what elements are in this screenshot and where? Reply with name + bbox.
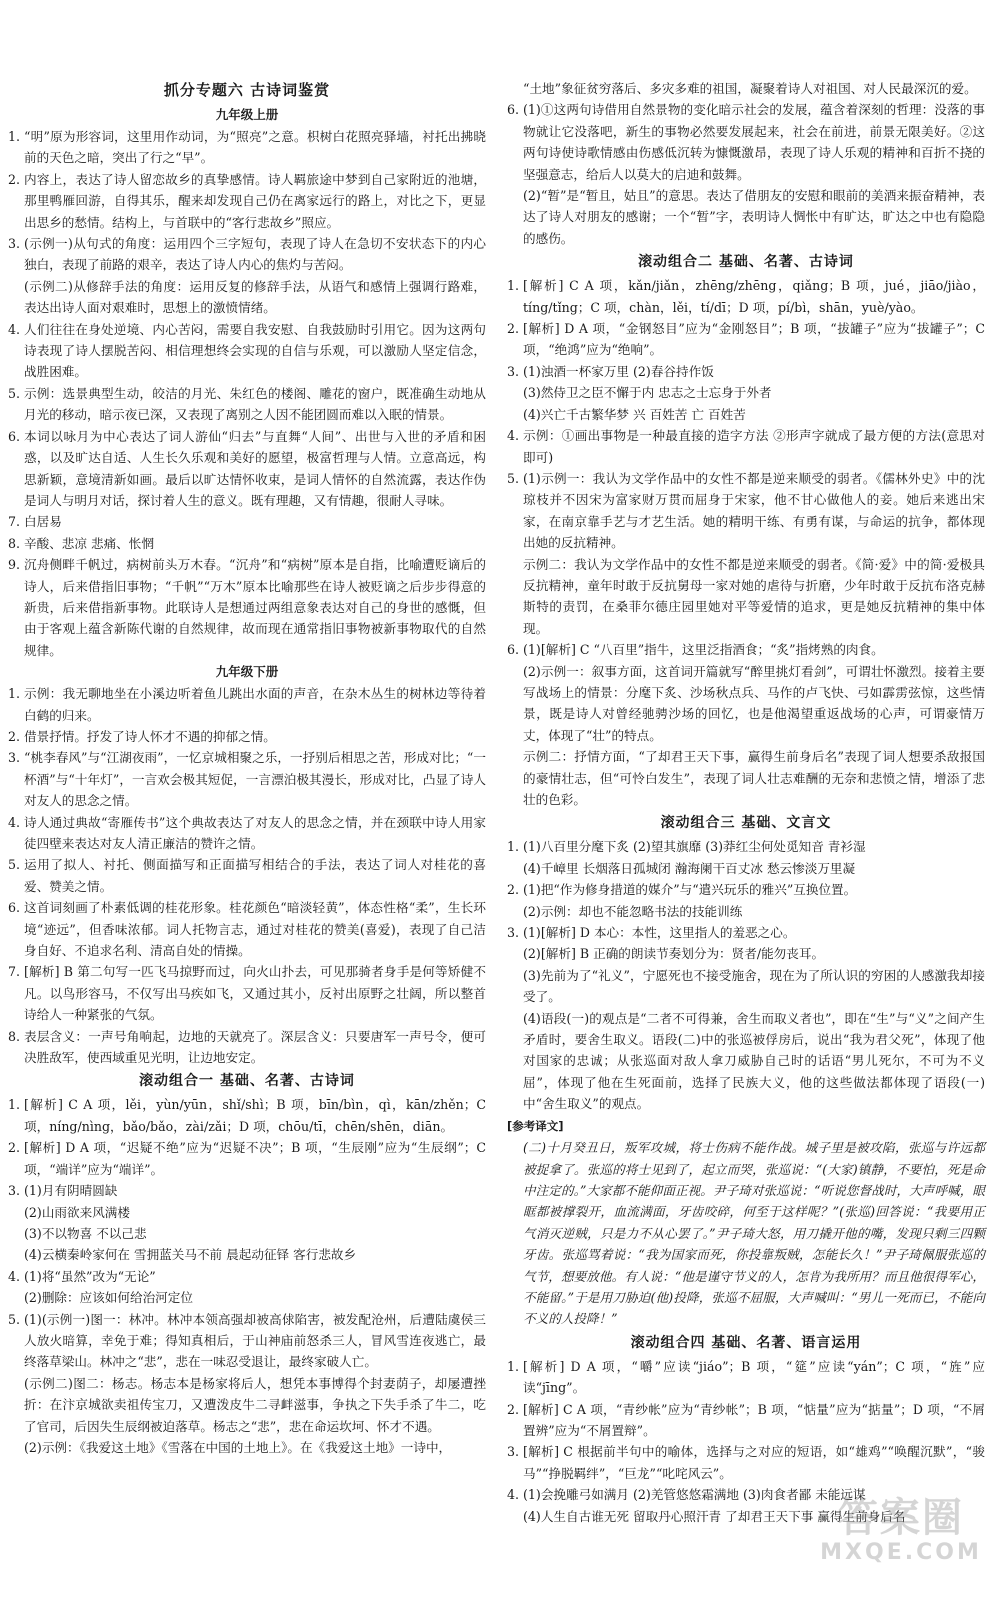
answer-item bbox=[8, 854, 486, 897]
answers-combo1 bbox=[8, 1094, 486, 1458]
answer-text: (2)[解析] B 正确的朗读节奏划分为：贤者/能勿丧耳。 bbox=[523, 946, 825, 962]
answer-number: 5. bbox=[507, 470, 520, 486]
answer-text: (2)示例：《我爱这土地》《雪落在中国的土地上》。在《我爱这土地》一诗中， bbox=[24, 1439, 452, 1455]
answer-item bbox=[8, 1287, 486, 1308]
answer-text: [解析] C A 项，kǎn/jiǎn，zhēng/zhēng，qiǎng；B 项，jué，jiāo/jiào，tíng/tǐng；C 项，chàn，lěi，tí/dī；D 项，pí/bì，shān，yuè/yào。 bbox=[523, 278, 985, 315]
answer-text: (2)“暂”是“暂且，姑且”的意思。表达了借朋友的安慰和眼前的美酒来振奋精神，表达了诗人对朋友的感谢；一个“暂”字，表明诗人惆怅中有旷达，旷达之中也有隐隐的感伤。 bbox=[523, 188, 985, 246]
answer-number bbox=[8, 1373, 24, 1437]
answer-number: 3. bbox=[8, 1183, 21, 1199]
answer-number bbox=[507, 858, 523, 879]
watermark-url: MXQE.COM bbox=[820, 1540, 982, 1565]
answer-text: (4)兴亡千古繁华梦 兴 百姓苦 亡 百姓苦 bbox=[523, 406, 746, 422]
answer-item bbox=[507, 275, 985, 318]
answer-number: 1. bbox=[8, 686, 21, 702]
answer-item bbox=[8, 233, 486, 276]
answer-text: 这首词刻画了朴素低调的桂花形象。桂花颜色“暗淡轻黄”，体态性格“柔”，生长环境“迹远”，但香味浓郁。词人托物言志，通过对桂花的赞美(喜爱)，表现了自己洁身自好、不追求名利、清高自处的情操。 bbox=[24, 900, 486, 959]
answer-number bbox=[8, 1437, 24, 1458]
answer-text: [解析] D A 项，“金钢怒目”应为“金刚怒目”；B 项，“拔罐子”应为“拔罐子”；C 项，“绝鸿”应为“绝响”。 bbox=[523, 321, 985, 358]
grade-heading-lower: 九年级下册 bbox=[215, 664, 279, 680]
answer-number: 6. bbox=[507, 102, 520, 118]
answer-number: 1. bbox=[8, 129, 21, 144]
answer-text: [解析] B 第二句写一匹飞马掠野而过，向火山扑去，可见那骑者身手是何等矫健不凡。以鸟形容马，不仅写出马疾如飞，又通过其小，反衬出原野之壮阔，所以整首诗给人一种紧张的气氛。 bbox=[24, 964, 486, 1023]
answer-text: 示例：我无聊地坐在小溪边听着鱼儿跳出水面的声音，在杂木丛生的树林边等待着白鹤的归来。 bbox=[24, 686, 486, 723]
answer-text: [解析] D A 项，“迟疑不绝”应为“迟疑不决”；B 项，“生辰刚”应为“生辰纲”；C 项，“端详”应为“端详”。 bbox=[24, 1140, 486, 1177]
answer-number: 3. bbox=[8, 236, 21, 252]
answer-number bbox=[507, 554, 523, 640]
answer-text: 辛酸、悲凉 悲痛、怅惘 bbox=[24, 535, 154, 551]
answer-text: [解析] C A 项，lěi，yùn/yūn，shǐ/shì；B 项，bīn/bìn，qì，kān/zhěn；C 项，níng/nìng，bǎo/bǎo，zài/zǎi；D 项，chōu/tī，chēn/shēn，diān。 bbox=[24, 1097, 486, 1134]
reference-translation-text: (二)十月癸丑日，叛军攻城，将士伤病不能作战。城子里是被攻陷，张巡与许远都被捉拿了。张巡的将士见到了，起立而哭，张巡说：“(大家)镇静，不要怕，死是命中注定的。”大家都不能仰面正视。尹子琦对张巡说：“听说您督战时，大声呼喊，眼眶都被撑裂开，血流满面，牙齿咬碎，何至于这样呢？”(张巡)回答说：“我要用正气消灭逆贼，只是力不从心罢了。”尹子琦大怒，用刀撬开他的嘴，发现只剩三四颗牙齿。张巡骂着说：“我为国家而死，你投靠叛贼，怎能长久！”尹子琦佩服张巡的气节，想要放他。有人说：“他是谨守节义的人，怎肯为我所用？而且他很得军心，不能留。”于是用刀胁迫(他)投降，张巡不屈服，大声喊叫：“男儿一死而已，不能向不义的人投降！” bbox=[523, 1140, 985, 1327]
answer-number: 4. bbox=[8, 321, 21, 337]
answer-item bbox=[8, 169, 486, 233]
answer-item bbox=[507, 639, 985, 660]
answer-text: (2)删除：应该如何给治河定位 bbox=[24, 1290, 193, 1306]
answer-item bbox=[8, 1309, 486, 1373]
answer-number: 4. bbox=[8, 1268, 21, 1284]
answer-number: 2. bbox=[8, 171, 21, 187]
answer-number: 6. bbox=[507, 642, 520, 658]
answer-number bbox=[507, 382, 523, 403]
answer-text: 白居易 bbox=[24, 514, 62, 530]
answer-number: 2. bbox=[507, 321, 520, 337]
answer-text: 表层含义：一声号角响起，边地的天就亮了。深层含义：只要唐军一声号令，便可决胜敌军，使西域重见光明，让边地安定。 bbox=[24, 1028, 486, 1066]
answer-text: (2)示例一：叙事方面，这首词开篇就写“醉里挑灯看剑”，可谓壮怀激烈。接着主要写战场上的情景：分麾下炙、沙场秋点兵、马作的卢飞快、弓如霹雳弦惊，这些情景，既是诗人对曾经驰骋沙场的回忆，也是他渴望重返战场的心声，可谓豪情万丈，体现了“壮”的特点。 bbox=[523, 663, 985, 743]
answer-item bbox=[8, 812, 486, 855]
answer-number: 5. bbox=[8, 385, 21, 401]
answer-text: (4)云横秦岭家何在 雪拥蓝关马不前 晨起动征铎 客行悲故乡 bbox=[24, 1247, 357, 1263]
answer-number: 3. bbox=[8, 750, 21, 766]
answer-text: “桃李春风”与“江湖夜雨”，一忆京城相聚之乐，一抒别后相思之苦，形成对比；“一杯酒”与“十年灯”，一言欢会极其短促，一言漂泊极其漫长，形成对比，凸显了诗人对友人的思念之情。 bbox=[24, 750, 486, 809]
answer-text: (1)示例一：我认为文学作品中的女性不都是逆来顺受的弱者。《儒林外史》中的沈琼枝并不因宋为富家财万贯而屈身于宋家，他不甘心做他人的妾。她后来逃出宋家，在南京靠手艺与才艺生活。她的精明干练、有勇有谋，与命运的抗争，都体现出她的反抗精神。 bbox=[523, 470, 985, 551]
answers-combo2 bbox=[507, 275, 985, 810]
answer-text: 诗人通过典故“寄雁传书”这个典故表达了对友人的思念之情，并在颈联中诗人用家徒四壁来表达对友人清正廉洁的赞许之情。 bbox=[24, 814, 486, 851]
section-title: 抓分专题六 古诗词鉴赏 bbox=[163, 81, 331, 99]
answer-text: (4)人生自古谁无死 留取丹心照汗青 了却君王天下事 赢得生前身后名 bbox=[523, 1508, 906, 1524]
answer-item bbox=[8, 383, 486, 426]
answer-number bbox=[507, 965, 523, 1008]
answer-number: 2. bbox=[8, 1140, 21, 1156]
section-heading-combo1: 滚动组合一 基础、名著、古诗词 bbox=[139, 1073, 355, 1090]
answer-item bbox=[8, 1437, 486, 1458]
answer-text: [解析] D A 项，“嚼”应读“jiáo”；B 项，“筵”应读“yán”；C 项，“旌”应读“jīng”。 bbox=[523, 1358, 985, 1396]
answer-text: (1)八百里分麾下炙 (2)望其旗靡 (3)莽红尘何处觅知音 青衫湿 bbox=[523, 839, 866, 855]
answer-item bbox=[8, 1180, 486, 1201]
answer-number bbox=[8, 1287, 24, 1308]
answer-text: “明”原为形容词，这里用作动词，为“照亮”之意。枳树白花照亮驿墙，衬托出拂晓前的天色之暗，突出了行之“早”。 bbox=[24, 129, 486, 166]
answer-item bbox=[8, 1223, 486, 1244]
answer-item bbox=[8, 276, 486, 319]
answer-number: 9. bbox=[8, 557, 21, 573]
answer-number: 3. bbox=[507, 925, 520, 941]
answer-item bbox=[507, 185, 985, 249]
answer-item bbox=[507, 1356, 985, 1399]
answer-number: 7. bbox=[8, 514, 21, 530]
answer-text: [解析] C A 项，“青纱帐”应为“青纱帐”；B 项，“惦量”应为“掂量”；D 项，“不屑置辨”应为“不屑置辩”。 bbox=[523, 1401, 985, 1438]
answer-item bbox=[507, 1008, 985, 1115]
answer-number: 5. bbox=[8, 1311, 21, 1327]
answer-text: (1)[解析] C “八百里”指牛，这里泛指酒食；“炙”指烤熟的肉食。 bbox=[523, 642, 884, 658]
answer-number bbox=[507, 185, 523, 249]
section-heading-combo2: 滚动组合二 基础、名著、古诗词 bbox=[638, 254, 854, 271]
answer-number bbox=[507, 901, 523, 922]
answer-item bbox=[507, 554, 985, 640]
answer-text: (3)不以物喜 不以己悲 bbox=[24, 1225, 147, 1241]
continued-paragraph: “土地”象征贫穷落后、多灾多难的祖国，凝聚着诗人对祖国、对人民最深沉的爱。 bbox=[523, 81, 977, 96]
answer-text: (2)山雨欲来风满楼 bbox=[24, 1204, 130, 1220]
answer-item bbox=[8, 1202, 486, 1223]
answer-item bbox=[507, 404, 985, 425]
answer-number bbox=[8, 276, 24, 319]
answer-number: 3. bbox=[507, 1444, 520, 1460]
answer-number bbox=[507, 943, 523, 964]
answer-item bbox=[8, 426, 486, 512]
answer-number: 1. bbox=[8, 1097, 21, 1113]
answer-item bbox=[507, 361, 985, 382]
answer-text: 本词以咏月为中心表达了词人游仙“归去”与直舞“人间”、出世与入世的矛盾和困惑，以及旷达自适、人生长久乐观和美好的愿望，极富哲理与人情。立意高远，构思新颖，意境清新如画。最后以旷达情怀收束，是词人情怀的自然流露，表达作伪是词人与明月对话，探讨着人生的意义。既有理趣，又有情趣，很耐人寻味。 bbox=[24, 428, 486, 508]
answer-item bbox=[507, 468, 985, 554]
answer-number: 2. bbox=[507, 882, 520, 898]
answer-number: 3. bbox=[507, 363, 520, 379]
answer-item bbox=[507, 1399, 985, 1442]
answer-text: [解析] C 根据前半句中的喻体，选择与之对应的短语，如“雄鸡”“唤醒沉默”，“骏马”“挣脱羁绊”，“巨龙”“叱咤风云”。 bbox=[523, 1444, 985, 1481]
answer-text: (1)会挽雕弓如满月 (2)羌管悠悠霜满地 (3)肉食者鄙 未能远谋 bbox=[523, 1487, 866, 1503]
answer-text: (示例二)从修辞手法的角度：运用反复的修辞手法，从语气和感情上强调行路难，表达出诗人面对艰难时，思想上的激愤情绪。 bbox=[24, 278, 486, 316]
answer-number: 4. bbox=[507, 428, 520, 444]
answer-item bbox=[8, 1266, 486, 1287]
answer-item bbox=[8, 511, 486, 532]
answer-item bbox=[507, 746, 985, 810]
answer-item bbox=[507, 318, 985, 361]
answer-text: (1)把“作为修身措道的媒介”与“遣兴玩乐的雅兴”互换位置。 bbox=[523, 882, 857, 898]
answer-item bbox=[507, 836, 985, 857]
answer-number: 4. bbox=[507, 1487, 520, 1503]
watermark-text: 答案圈 bbox=[838, 1495, 964, 1541]
answer-number: 6. bbox=[8, 900, 21, 916]
answer-number: 5. bbox=[8, 857, 21, 873]
answer-text: 运用了拟人、衬托、侧面描写和正面描写相结合的手法，表达了词人对桂花的喜爱、赞美之情。 bbox=[24, 857, 486, 894]
answer-item bbox=[507, 99, 985, 185]
left-column bbox=[8, 78, 486, 1458]
answer-item bbox=[507, 858, 985, 879]
answer-text: (1)浊酒一杯家万里 (2)春谷持作饭 bbox=[523, 363, 714, 379]
answer-number bbox=[8, 1202, 24, 1223]
answer-text: 示例：①画出事物是一种最直接的造字方法 ②形声字就成了最方便的方法(意思对即可) bbox=[523, 428, 985, 465]
answer-item bbox=[8, 1137, 486, 1180]
answer-text: (1)月有阴晴圆缺 bbox=[24, 1183, 118, 1199]
answer-text: 示例二：抒情方面，“了却君王天下事，赢得生前身后名”表现了词人想要杀敌报国的豪情壮志，但“可怜白发生”，表现了词人壮志难酬的无奈和悲愤之情，增添了悲壮的色彩。 bbox=[523, 749, 985, 807]
answer-text: (4)语段(一)的观点是“二者不可得兼，舍生而取义者也”，即在“生”与“义”之间产生矛盾时，要舍生取义。语段(二)中的张巡被俘房后，说出“我为君父死”，体现了他对国家的忠诚；从张巡面对敌人拿刀威胁自己时的话语“男儿死尔，不可为不义屈”，体现了他在生死面前，选择了民族大义，他的这些做法都体现了语段(一)中“舍生取义”的观点。 bbox=[523, 1010, 985, 1112]
answer-text: 借景抒情。抒发了诗人怀才不遇的抑郁之情。 bbox=[24, 728, 276, 744]
answer-number: 4. bbox=[8, 814, 21, 830]
answer-item bbox=[507, 661, 985, 747]
answer-item bbox=[8, 961, 486, 1025]
answer-number: 6. bbox=[8, 428, 21, 444]
answer-item bbox=[8, 319, 486, 383]
answers-grade9-lower bbox=[8, 683, 486, 1068]
answer-number bbox=[8, 1244, 24, 1265]
answer-number bbox=[507, 1506, 523, 1527]
answer-item bbox=[507, 879, 985, 900]
answer-text: (示例一)从句式的角度：运用四个三字短句，表现了诗人在急切不安状态下的内心独白，表现了前路的艰辛，表达了诗人内心的焦灼与苦闷。 bbox=[24, 236, 486, 273]
grade-heading-upper: 九年级上册 bbox=[215, 107, 279, 122]
answer-number: 1. bbox=[507, 1358, 520, 1374]
answer-text: (3)先前为了“礼义”，宁愿死也不接受施舍，现在为了所认识的穷困的人感激我却接受了。 bbox=[523, 967, 985, 1005]
answer-text: 示例二：我认为文学作品中的女性不都是逆来顺受的弱者。《简·爱》中的简·爱极具反抗精神，童年时敢于反抗舅母一家对她的虐待与折磨，少年时敢于反抗布洛克赫斯特的责罚，在桑菲尔德庄园里她对平等爱情的追求，更是她反抗精神的集中体现。 bbox=[523, 556, 985, 636]
answer-text: 人们往往在身处逆境、内心苦闷，需要自我安慰、自我鼓励时引用它。因为这两句诗表现了诗人摆脱苦闷、相信理想终会实现的自信与乐观，可以激励人坚定信念，战胜困难。 bbox=[24, 321, 486, 380]
answer-number: 1. bbox=[507, 839, 520, 855]
answer-item bbox=[507, 965, 985, 1008]
answer-number: 2. bbox=[507, 1401, 520, 1417]
answer-number bbox=[507, 661, 523, 747]
watermark-logo bbox=[816, 1496, 986, 1574]
answer-item bbox=[507, 1441, 985, 1484]
answer-item bbox=[507, 943, 985, 964]
answer-text: (1)(示例一)图一：林冲。林冲本领高强却被高俅陷害，被发配沧州，后遭陆虞侯三人放火暗算，幸免于难；得知真相后，于山神庙前怒杀三人，冒风雪连夜逃亡，最终落草梁山。林冲之“悲”，悲在一味忍受退让，最终家破人亡。 bbox=[24, 1311, 486, 1370]
answer-item bbox=[8, 533, 486, 554]
answer-item bbox=[8, 747, 486, 811]
answer-number bbox=[507, 746, 523, 810]
answer-text: (1)[解析] D 本心：本性，这里指人的羞恶之心。 bbox=[523, 925, 796, 941]
answer-item bbox=[8, 1244, 486, 1265]
answer-item bbox=[507, 901, 985, 922]
answer-text: (1)①这两句诗借用自然景物的变化暗示社会的发展，蕴含着深刻的哲理：没落的事物就让它没落吧，新生的事物必然要发展起来，社会在前进，前景无限美好。②这两句诗使诗歌情感由伤感低沉转为慷慨激昂，表现了诗人乐观的精神和百折不挠的坚强意志，给后人以莫大的启迪和鼓舞。 bbox=[523, 102, 985, 182]
answer-text: 内容上，表达了诗人留恋故乡的真挚感情。诗人羁旅途中梦到自己家附近的池塘，那里鸭雁回游，自得其乐，醒来却发现自己仍在离家远行的路上，对比之下，更显出思乡的愁情。结构上，与首联中的“客行悲故乡”照应。 bbox=[24, 171, 486, 230]
answer-number: 2. bbox=[8, 728, 21, 744]
answer-number bbox=[8, 1223, 24, 1244]
answer-number bbox=[507, 1008, 523, 1115]
answer-text: (示例二)图二：杨志。杨志本是杨家将后人，想凭本事博得个封妻荫子，却屡遭挫折：在汴京城欲卖祖传宝刀，又遭泼皮牛二寻衅滋事，争执之下失手杀了牛二，吃了官司，后因失生辰纲被迫落草。杨志之“悲”，悲在命运坎坷、怀才不遇。 bbox=[24, 1375, 486, 1434]
right-column bbox=[507, 78, 985, 1527]
answer-number: 8. bbox=[8, 1028, 21, 1044]
answer-number: 1. bbox=[507, 278, 520, 294]
answers-combo1-cont bbox=[507, 99, 985, 249]
section-heading-combo4: 滚动组合四 基础、名著、语言运用 bbox=[630, 1334, 862, 1351]
answer-item bbox=[8, 897, 486, 961]
answer-number bbox=[507, 404, 523, 425]
answer-text: (3)然侍卫之臣不懈于内 忠志之士忘身于外者 bbox=[523, 385, 772, 401]
answer-number: 8. bbox=[8, 535, 21, 551]
answer-item bbox=[8, 683, 486, 726]
answer-item bbox=[8, 126, 486, 169]
section-heading-combo3: 滚动组合三 基础、文言文 bbox=[660, 815, 832, 832]
answer-text: (4)千嶂里 长烟落日孤城闭 瀚海阑干百丈冰 愁云惨淡万里凝 bbox=[523, 860, 856, 876]
answers-grade9-upper bbox=[8, 126, 486, 661]
answer-item bbox=[8, 726, 486, 747]
answer-text: 沉舟侧畔千帆过，病树前头万木春。“沉舟”和“病树”原本是自指，比喻遭贬谪后的诗人，后来借指旧事物；“千帆”“万木”原本比喻那些在诗人被贬谪之后步步得意的新贵，后来借指新事物。此联诗人是想通过两组意象表达对自己的身世的感慨，但由于客观上蕴含新陈代谢的自然规律，故而现在通常指旧事物被新事物取代的自然规律。 bbox=[24, 557, 486, 658]
answer-item bbox=[8, 1026, 486, 1069]
answers-combo3 bbox=[507, 836, 985, 1114]
answer-item bbox=[507, 922, 985, 943]
answer-number: 7. bbox=[8, 964, 21, 980]
answer-item bbox=[507, 382, 985, 403]
answer-item bbox=[8, 1094, 486, 1137]
answer-text: 示例：选景典型生动，皎洁的月光、朱红色的楼阁、雕花的窗户，既准确生动地从月光的移动，暗示夜已深，又表现了离别之人因不能团圆而难以入眠的情景。 bbox=[24, 385, 486, 423]
answer-item bbox=[8, 554, 486, 661]
answer-text: (1)将“虽然”改为“无论” bbox=[24, 1268, 156, 1284]
answer-item bbox=[8, 1373, 486, 1437]
answer-text: (2)示例：却也不能忽略书法的技能训练 bbox=[523, 903, 743, 919]
answer-item bbox=[507, 425, 985, 468]
reference-translation-label: [参考译文] bbox=[507, 1118, 564, 1133]
